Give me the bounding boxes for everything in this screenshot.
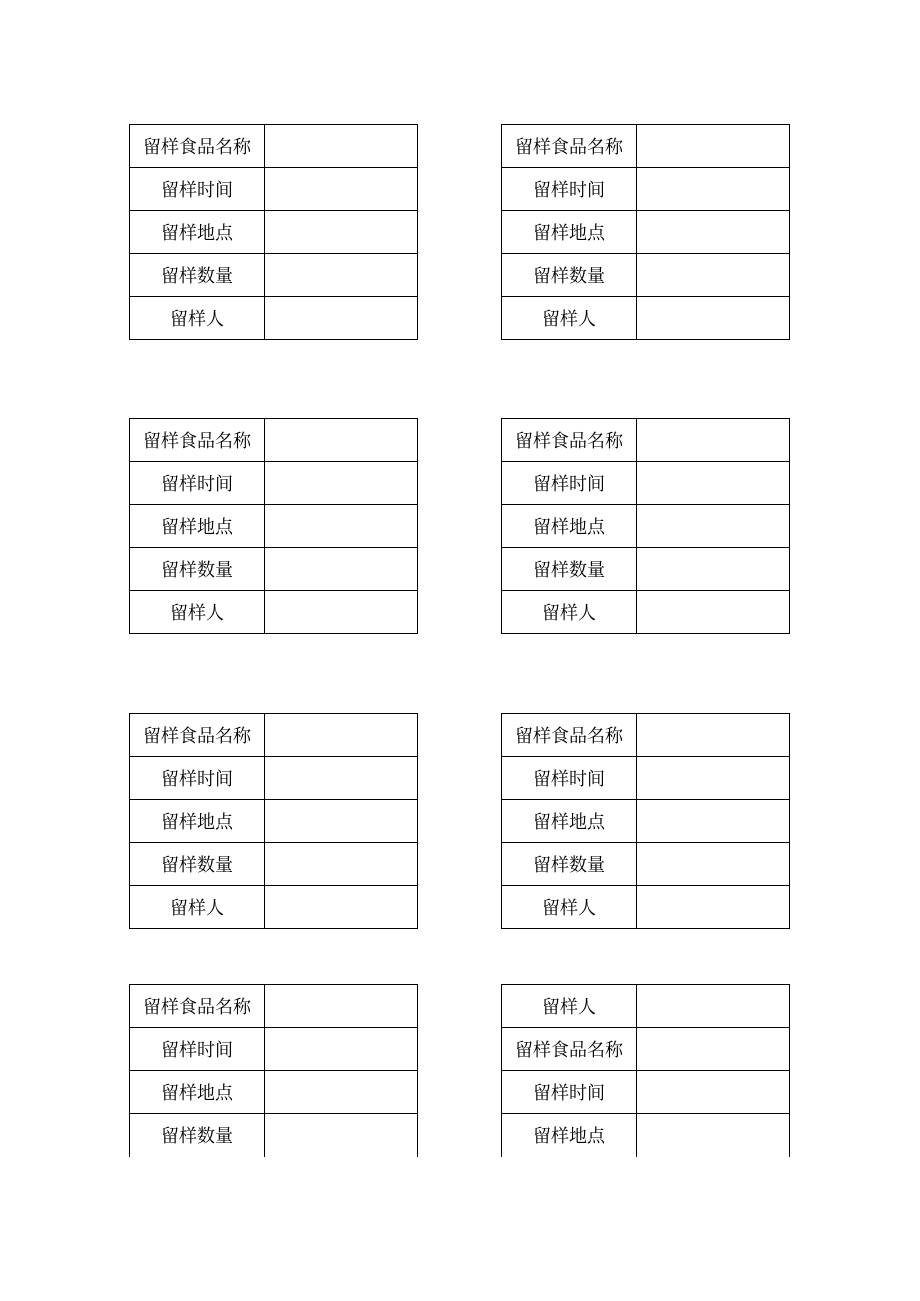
field-value[interactable]	[637, 254, 790, 297]
form-row	[130, 591, 418, 634]
field-value[interactable]	[637, 800, 790, 843]
field-label: 留样地点	[130, 211, 265, 254]
field-value[interactable]	[637, 1071, 790, 1114]
form-row	[502, 168, 790, 211]
field-label: 留样时间	[502, 1071, 637, 1114]
field-value[interactable]	[637, 886, 790, 929]
field-label: 留样地点	[502, 1114, 637, 1157]
field-label: 留样数量	[130, 1114, 265, 1157]
sample-label-form-1	[129, 124, 418, 340]
field-value[interactable]	[265, 714, 418, 757]
field-label: 留样人	[502, 985, 637, 1028]
field-value[interactable]	[637, 548, 790, 591]
field-value[interactable]	[637, 297, 790, 340]
form-row	[130, 843, 418, 886]
field-value[interactable]	[637, 168, 790, 211]
field-value[interactable]	[265, 757, 418, 800]
field-value[interactable]	[637, 591, 790, 634]
field-label: 留样时间	[502, 462, 637, 505]
field-value[interactable]	[637, 985, 790, 1028]
form-row	[502, 254, 790, 297]
field-value[interactable]	[265, 254, 418, 297]
field-label: 留样人	[130, 591, 265, 634]
field-label: 留样数量	[502, 548, 637, 591]
field-label: 留样人	[130, 297, 265, 340]
field-label: 留样数量	[130, 843, 265, 886]
field-value[interactable]	[265, 591, 418, 634]
field-label: 留样地点	[130, 505, 265, 548]
form-row	[130, 1028, 418, 1071]
field-label: 留样食品名称	[130, 419, 265, 462]
form-row	[130, 254, 418, 297]
field-value[interactable]	[265, 419, 418, 462]
form-row	[502, 419, 790, 462]
field-value[interactable]	[265, 886, 418, 929]
field-label: 留样食品名称	[502, 1028, 637, 1071]
field-value[interactable]	[637, 462, 790, 505]
sample-label-form-4	[501, 418, 790, 634]
form-row	[502, 800, 790, 843]
field-value[interactable]	[265, 800, 418, 843]
field-value[interactable]	[265, 211, 418, 254]
field-value[interactable]	[265, 548, 418, 591]
field-value[interactable]	[265, 297, 418, 340]
field-value[interactable]	[637, 1114, 790, 1157]
form-row	[502, 985, 790, 1028]
sample-label-form-5	[129, 713, 418, 929]
form-row	[130, 714, 418, 757]
sample-label-form-6	[501, 713, 790, 929]
field-label: 留样时间	[502, 168, 637, 211]
field-label: 留样食品名称	[502, 714, 637, 757]
field-value[interactable]	[265, 125, 418, 168]
field-label: 留样人	[502, 297, 637, 340]
field-label: 留样地点	[502, 211, 637, 254]
field-value[interactable]	[265, 505, 418, 548]
form-row	[502, 886, 790, 929]
field-label: 留样时间	[130, 168, 265, 211]
field-label: 留样食品名称	[502, 419, 637, 462]
field-label: 留样数量	[130, 254, 265, 297]
form-row	[130, 1114, 418, 1157]
field-value[interactable]	[265, 985, 418, 1028]
field-value[interactable]	[265, 1028, 418, 1071]
form-row	[130, 548, 418, 591]
form-row	[502, 1071, 790, 1114]
form-row	[130, 985, 418, 1028]
form-row	[130, 800, 418, 843]
form-row	[502, 297, 790, 340]
form-row	[130, 462, 418, 505]
field-value[interactable]	[637, 843, 790, 886]
field-label: 留样地点	[130, 800, 265, 843]
field-value[interactable]	[265, 1114, 418, 1157]
form-row	[502, 125, 790, 168]
form-row	[502, 714, 790, 757]
form-row	[502, 548, 790, 591]
field-value[interactable]	[265, 843, 418, 886]
form-row	[502, 843, 790, 886]
field-value[interactable]	[637, 714, 790, 757]
field-label: 留样地点	[502, 505, 637, 548]
form-row	[130, 211, 418, 254]
field-label: 留样食品名称	[130, 125, 265, 168]
form-row	[502, 757, 790, 800]
field-label: 留样数量	[502, 254, 637, 297]
field-label: 留样人	[502, 591, 637, 634]
form-row	[130, 886, 418, 929]
field-label: 留样食品名称	[130, 985, 265, 1028]
form-row	[130, 125, 418, 168]
field-value[interactable]	[265, 462, 418, 505]
form-row	[130, 757, 418, 800]
field-value[interactable]	[637, 1028, 790, 1071]
field-label: 留样地点	[130, 1071, 265, 1114]
field-value[interactable]	[637, 419, 790, 462]
form-row	[130, 297, 418, 340]
form-row	[130, 168, 418, 211]
form-row	[502, 505, 790, 548]
field-label: 留样食品名称	[502, 125, 637, 168]
field-label: 留样人	[502, 886, 637, 929]
field-value[interactable]	[637, 505, 790, 548]
field-label: 留样地点	[502, 800, 637, 843]
form-row	[502, 1114, 790, 1157]
field-label: 留样食品名称	[130, 714, 265, 757]
form-row	[502, 462, 790, 505]
field-label: 留样时间	[130, 757, 265, 800]
sample-label-form-7	[129, 984, 418, 1157]
form-row	[130, 505, 418, 548]
field-value[interactable]	[265, 1071, 418, 1114]
field-label: 留样时间	[502, 757, 637, 800]
form-row	[502, 211, 790, 254]
form-row	[130, 419, 418, 462]
field-label: 留样人	[130, 886, 265, 929]
form-row	[502, 1028, 790, 1071]
field-label: 留样数量	[502, 843, 637, 886]
field-label: 留样时间	[130, 1028, 265, 1071]
field-value[interactable]	[265, 168, 418, 211]
field-value[interactable]	[637, 757, 790, 800]
field-label: 留样数量	[130, 548, 265, 591]
form-row	[130, 1071, 418, 1114]
form-row	[502, 591, 790, 634]
field-value[interactable]	[637, 125, 790, 168]
sample-label-form-2	[501, 124, 790, 340]
field-label: 留样时间	[130, 462, 265, 505]
sample-label-form-8	[501, 984, 790, 1157]
sample-label-form-3	[129, 418, 418, 634]
field-value[interactable]	[637, 211, 790, 254]
